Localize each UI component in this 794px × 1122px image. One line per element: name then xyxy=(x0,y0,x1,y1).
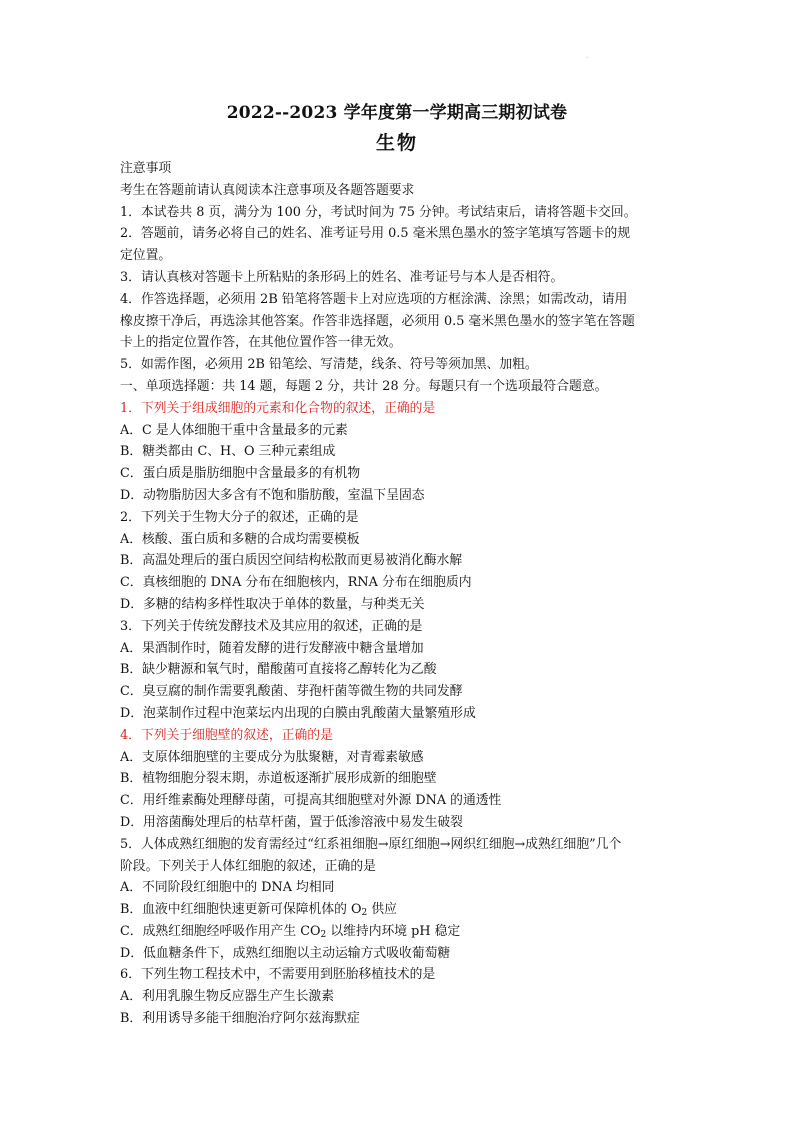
subscript-2: 2 xyxy=(361,908,368,919)
question-1-option-b: B．糖类都由 C、H、O 三种元素组成 xyxy=(120,444,336,460)
question-5-option-b-text: B．血液中红细胞快速更新可保障机体的 O xyxy=(120,902,362,918)
question-5-stem: 5．人体成熟红细胞的发育需经过“红系祖细胞→原红细胞→网织红细胞→成熟红细胞”几个 xyxy=(120,836,622,852)
question-3-option-b: B．缺少糖源和氧气时，醋酸菌可直接将乙醇转化为乙酸 xyxy=(120,662,437,678)
notice-intro: 考生在答题前请认真阅读本注意事项及各题答题要求 xyxy=(120,182,415,198)
question-3-stem: 3．下列关于传统发酵技术及其应用的叙述，正确的是 xyxy=(120,618,423,634)
section-heading: 一、单项选择题：共 14 题，每题 2 分，共计 28 分。每题只有一个选项最符合题意。 xyxy=(120,378,608,394)
exam-body xyxy=(120,158,680,1030)
question-5-option-c-text: C．成熟红细胞经呼吸作用产生 CO xyxy=(120,923,321,939)
question-6-option-b: B．利用诱导多能干细胞治疗阿尔兹海默症 xyxy=(120,1011,360,1027)
question-5-option-b-tail: 供应 xyxy=(367,902,397,918)
question-4-option-a: A．支原体细胞壁的主要成分为肽聚糖，对青霉素敏感 xyxy=(120,749,424,765)
question-5-stem-cont: 阶段。下列关于人体红细胞的叙述，正确的是 xyxy=(120,858,376,874)
question-5-option-c xyxy=(120,921,680,943)
question-4-option-d: D．用溶菌酶处理后的枯草杆菌，置于低渗溶液中易发生破裂 xyxy=(120,814,463,830)
question-2-option-a: A．核酸、蛋白质和多糖的合成均需要模板 xyxy=(120,531,360,547)
notice-item-2-cont: 定位置。 xyxy=(120,248,172,264)
question-4-option-b: B．植物细胞分裂末期，赤道板逐渐扩展形成新的细胞壁 xyxy=(120,771,437,787)
question-5-option-c-tail: 以维持内环境 pH 稳定 xyxy=(326,923,461,939)
question-2-option-c: C．真核细胞的 DNA 分布在细胞核内，RNA 分布在细胞质内 xyxy=(120,575,472,591)
notice-heading: 注意事项 xyxy=(120,161,172,176)
exam-subject: 生物 xyxy=(375,132,418,154)
question-1-option-a: A．C 是人体细胞干重中含量最多的元素 xyxy=(120,422,348,438)
corner-mark: · xyxy=(586,54,589,62)
question-1-stem: 1．下列关于组成细胞的元素和化合物的叙述，正确的是 xyxy=(120,400,436,416)
question-5-option-d: D．低血糖条件下，成熟红细胞以主动运输方式吸收葡萄糖 xyxy=(120,945,451,961)
notice-item-5: 5．如需作图，必须用 2B 铅笔绘、写清楚，线条、符号等须加黑、加粗。 xyxy=(120,357,538,373)
question-1-option-c: C．蛋白质是脂肪细胞中含量最多的有机物 xyxy=(120,466,361,482)
question-5-option-b xyxy=(120,899,680,921)
notice-item-4-cont: 橡皮擦干净后，再选涂其他答案。作答非选择题，必须用 0.5 毫米黑色墨水的签字笔在答题 xyxy=(120,313,635,329)
question-2-stem: 2．下列关于生物大分子的叙述，正确的是 xyxy=(120,509,359,525)
question-1-option-d: D．动物脂肪因大多含有不饱和脂肪酸，室温下呈固态 xyxy=(120,487,425,503)
question-4-stem: 4．下列关于细胞壁的叙述，正确的是 xyxy=(120,727,333,743)
notice-item-3: 3．请认真核对答题卡上所粘贴的条形码上的姓名、准考证号与本人是否相符。 xyxy=(120,269,564,285)
notice-item-2: 2．答题前，请务必将自己的姓名、准考证号用 0.5 毫米黑色墨水的签字笔填写答题卡的规 xyxy=(120,226,631,242)
exam-title: 2022--2023 学年度第一学期高三期初试卷 xyxy=(226,103,568,123)
question-3-option-a: A．果酒制作时，随着发酵的进行发酵液中糖含量增加 xyxy=(120,640,424,656)
notice-item-4-cont2: 卡上的指定位置作答，在其他位置作答一律无效。 xyxy=(120,335,402,351)
question-3-option-c: C．臭豆腐的制作需要乳酸菌、芽孢杆菌等微生物的共同发酵 xyxy=(120,684,463,700)
question-3-option-d: D．泡菜制作过程中泡菜坛内出现的白膜由乳酸菌大量繁殖形成 xyxy=(120,705,476,721)
question-6-stem: 6．下列生物工程技术中，不需要用到胚胎移植技术的是 xyxy=(120,967,436,983)
notice-item-1: 1．本试卷共 8 页，满分为 100 分，考试时间为 75 分钟。考试结束后，请将答题卡交回。 xyxy=(120,204,637,220)
subscript-2: 2 xyxy=(320,929,327,940)
question-2-option-d: D．多糖的结构多样性取决于单体的数量，与种类无关 xyxy=(120,596,425,612)
notice-item-4: 4．作答选择题，必须用 2B 铅笔将答题卡上对应选项的方框涂满、涂黑；如需改动，请用 xyxy=(120,291,628,307)
question-4-option-c: C．用纤维素酶处理酵母菌，可提高其细胞壁对外源 DNA 的通透性 xyxy=(120,793,502,809)
question-5-option-a: A．不同阶段红细胞中的 DNA 均相同 xyxy=(120,880,335,896)
question-2-option-b: B．高温处理后的蛋白质因空间结构松散而更易被消化酶水解 xyxy=(120,553,463,569)
question-6-option-a: A．利用乳腺生物反应器生产生长激素 xyxy=(120,989,334,1005)
